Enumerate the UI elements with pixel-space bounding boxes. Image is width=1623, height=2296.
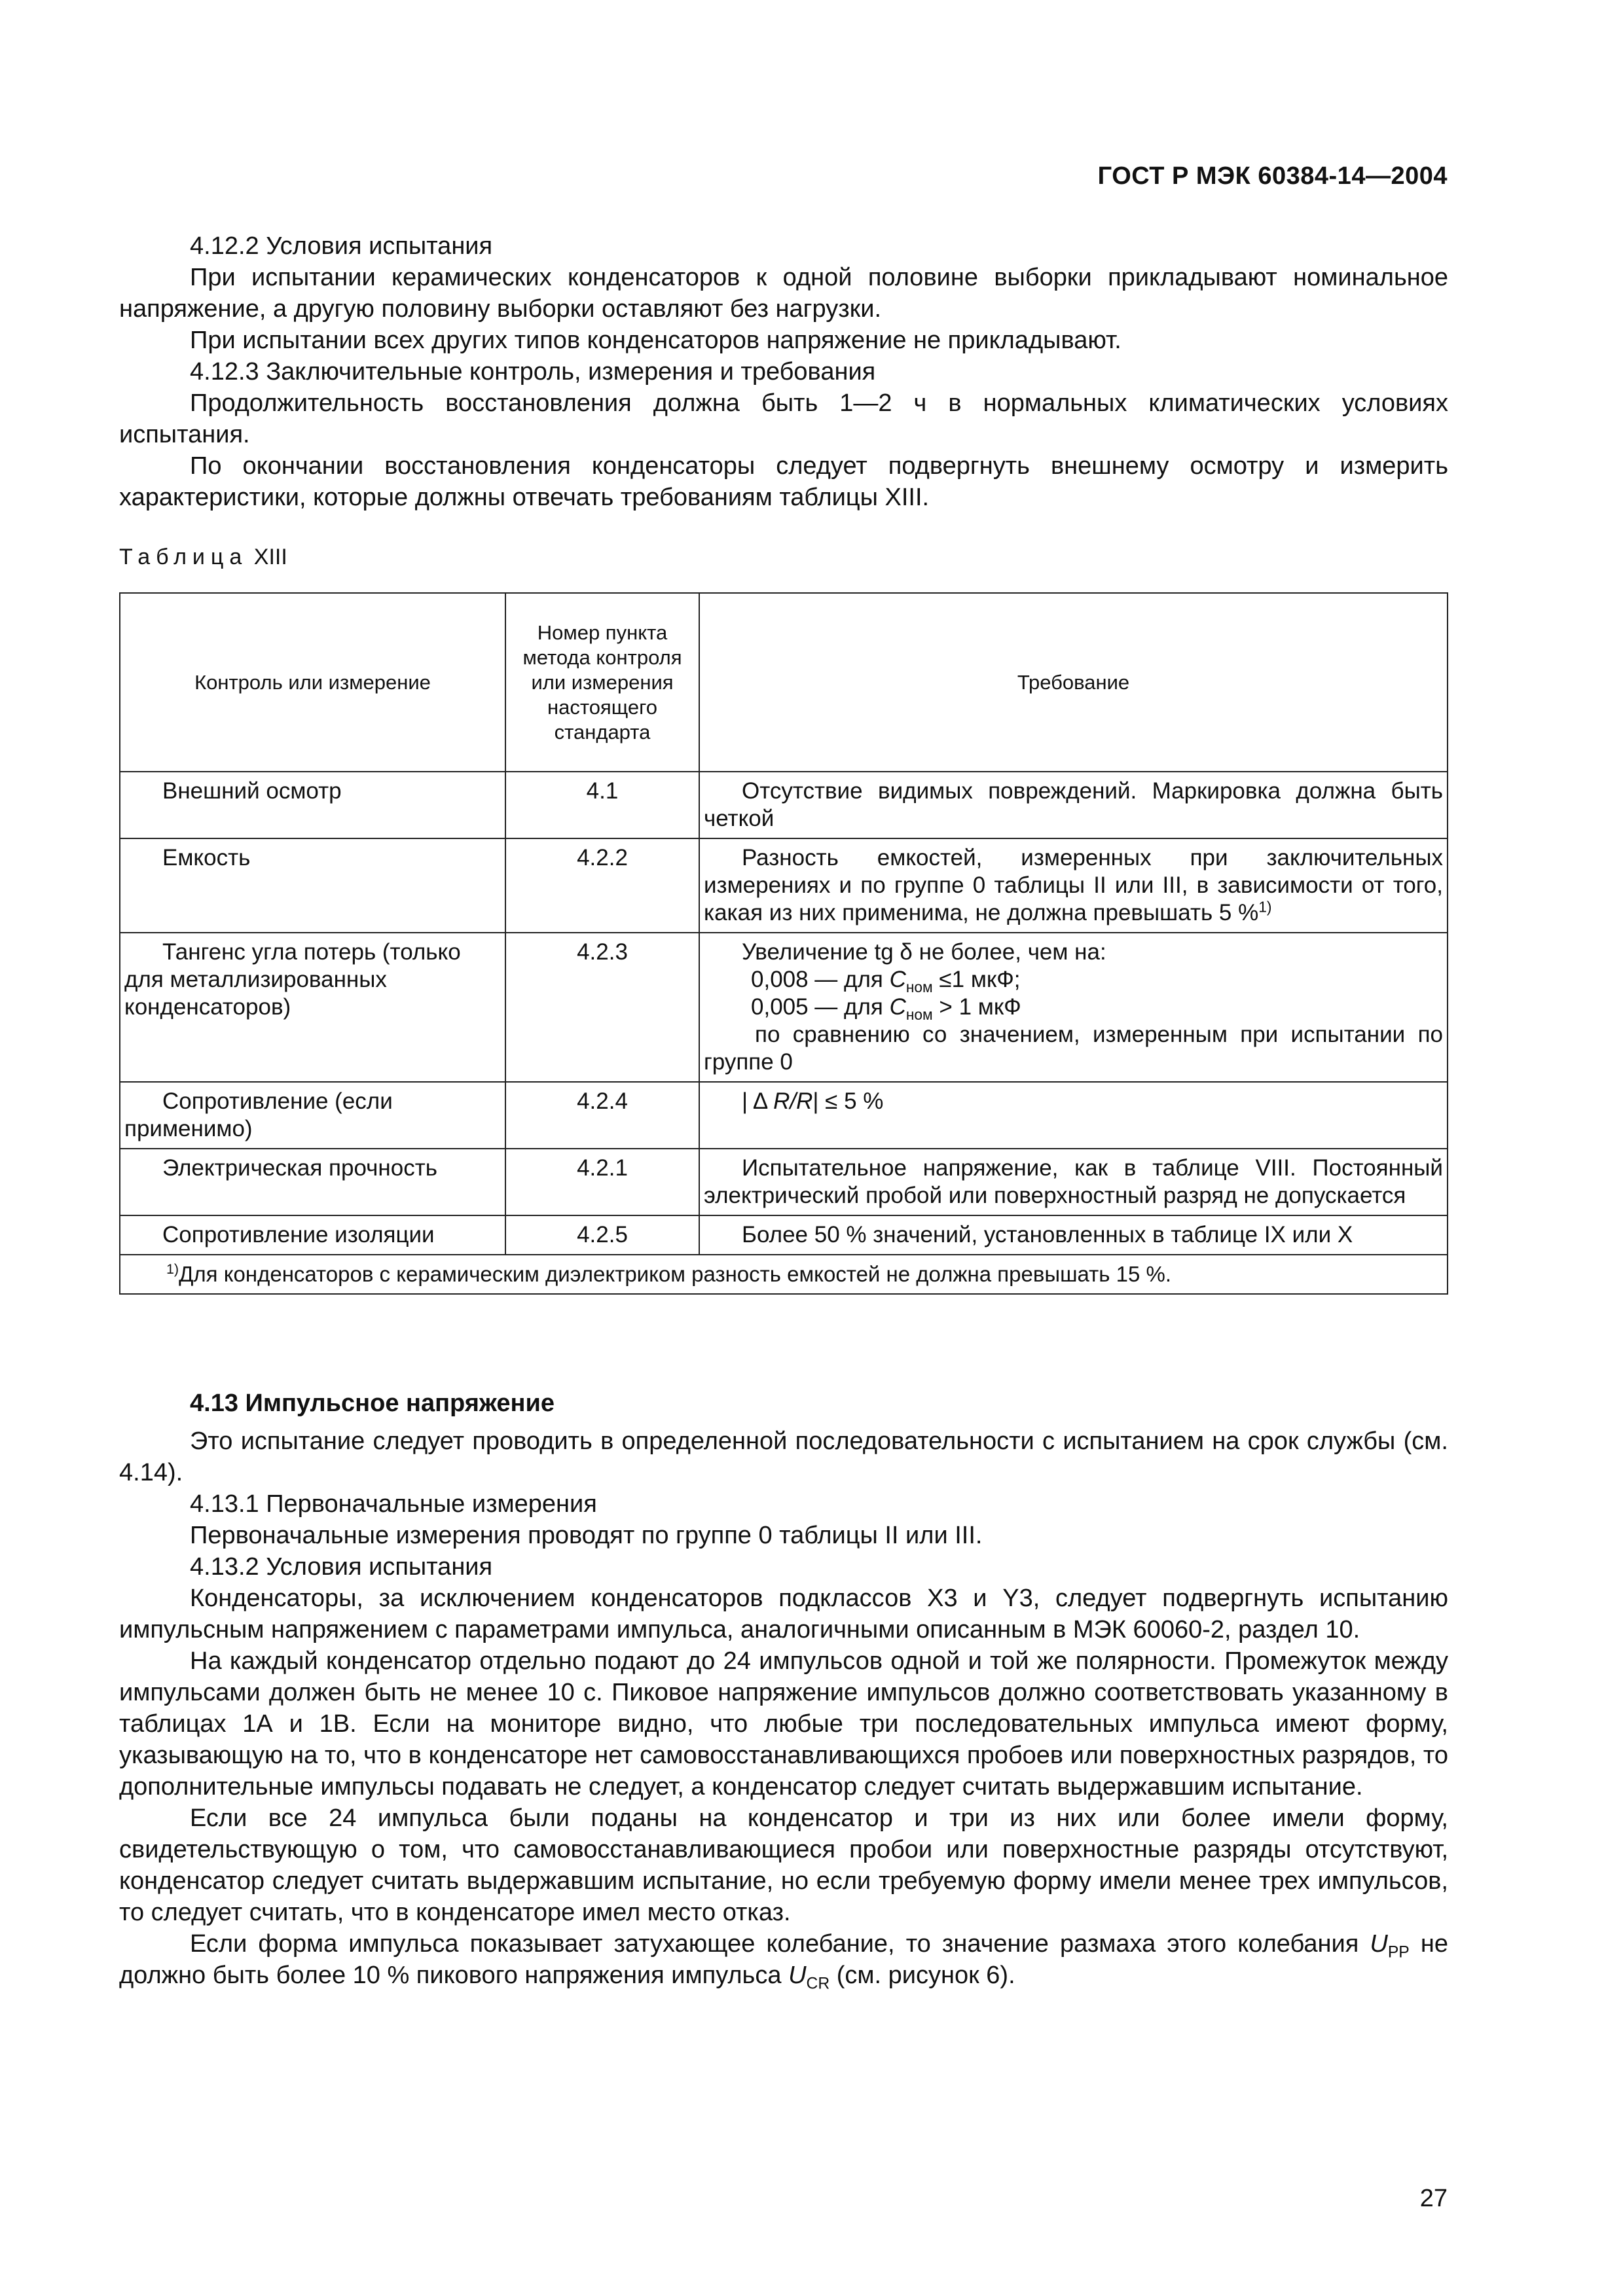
paragraph: Продолжительность восстановления должна быть 1—2 ч в нормальных климатических условиях испытания. <box>119 389 1448 448</box>
page-number: 27 <box>1419 2185 1448 2212</box>
footnote-mark: 1) <box>166 1261 179 1277</box>
table-caption-word: Таблица <box>119 545 248 569</box>
text: > 1 мкФ <box>932 994 1021 1020</box>
section-4-13-block <box>119 1388 1448 1991</box>
table-footnote-row <box>120 1255 1448 1294</box>
paragraph: При испытании всех других типов конденсаторов напряжение не прикладывают. <box>190 327 1122 354</box>
table-cell: 4.2.5 <box>505 1215 699 1255</box>
table-row <box>120 1215 1448 1255</box>
paragraph: Конденсаторы, за исключением конденсаторов подклассов X3 и Y3, следует подвергнуть испытанию импульсным напряжением с параметрами импульса, аналогичными описанным в МЭК 60060-2, раздел 10. <box>119 1585 1448 1643</box>
table-cell: Более 50 % значений, установленных в таблице IX или X <box>742 1222 1353 1247</box>
table-cell <box>704 1088 1443 1115</box>
subsection-4-13-1: 4.13.1 Первоначальные измерения <box>190 1490 597 1518</box>
table-cell: 4.2.3 <box>505 933 699 1082</box>
table-cell: Отсутствие видимых повреждений. Маркировка должна быть четкой <box>704 778 1443 831</box>
requirements-table <box>119 592 1448 1295</box>
paragraph: При испытании керамических конденсаторов к одной половине выборки прикладывают номинальное напряжение, а другую половину выборки оставляют без нагрузки. <box>119 264 1448 323</box>
subsection-4-12-3: 4.12.3 Заключительные контроль, измерения и требования <box>190 358 876 386</box>
subscript: ном <box>905 1006 933 1023</box>
table-cell: 4.2.4 <box>505 1082 699 1149</box>
top-text-block <box>119 230 1448 513</box>
column-header: Требование <box>699 593 1448 772</box>
table-cell: Внешний осмотр <box>162 778 342 804</box>
table-cell: Сопротивление изоляции <box>162 1222 435 1247</box>
table-caption-number: XIII <box>253 545 287 569</box>
table-footnote <box>120 1255 1448 1294</box>
column-header: Контроль или измерение <box>120 593 505 772</box>
table-row <box>120 1082 1448 1149</box>
paragraph: На каждый конденсатор отдельно подают до 24 импульсов одной и той же полярности. Промежуток между импульсами должен быть не менее 10 с. Пиковое напряжение импульсов должно соответствовать указанному в таблицах 1А и 1В. Если на мониторе видно, что любые три последовательных импульса имеют форму, указывающую на то, что в конденсаторе нет самовосстанавливающихся пробоев или поверхностных разрядов, то дополнительные импульсы подавать не следует, а конденсатор следует считать выдержавшим испытание. <box>119 1647 1448 1801</box>
subsection-4-13-2: 4.13.2 Условия испытания <box>190 1553 493 1581</box>
table-cell: Электрическая прочность <box>162 1155 437 1181</box>
symbol: C <box>889 994 906 1020</box>
symbol: U <box>1370 1930 1388 1958</box>
text: | Δ <box>742 1088 774 1114</box>
section-title: 4.13 Импульсное напряжение <box>190 1390 555 1417</box>
subscript: CR <box>806 1975 830 1993</box>
table-cell: 4.1 <box>505 772 699 838</box>
symbol: C <box>889 967 906 992</box>
text: | ≤ 5 % <box>812 1088 884 1114</box>
subscript: PP <box>1387 1943 1410 1962</box>
table-row <box>120 933 1448 1082</box>
table-row <box>120 772 1448 838</box>
table-cell: Испытательное напряжение, как в таблице VIII. Постоянный электрический пробой или поверхностный разряд не допускается <box>704 1155 1443 1208</box>
paragraph: Первоначальные измерения проводят по группе 0 таблицы II или III. <box>190 1522 983 1549</box>
table-cell-line: по сравнению со значением, измеренным при испытании по группе 0 <box>704 1022 1443 1075</box>
symbol: R/R <box>773 1088 813 1114</box>
table-cell-line <box>704 994 1443 1021</box>
symbol: U <box>788 1962 807 1989</box>
table-caption <box>119 545 287 570</box>
paragraph: По окончании восстановления конденсаторы следует подвергнуть внешнему осмотру и измерить характеристики, которые должны отвечать требованиям таблицы XIII. <box>119 452 1448 511</box>
text: 0,005 — для <box>751 994 890 1020</box>
table-cell: Сопротивление (если применимо) <box>124 1088 393 1141</box>
table-cell-line: Увеличение tg δ не более, чем на: <box>742 939 1106 965</box>
table-cell: Емкость <box>162 845 251 870</box>
table-cell-text: Разность емкостей, измеренных при заключительных измерениях и по группе 0 таблицы II или III, в зависимости от того, какая из них применима, не должна превышать 5 % <box>704 845 1443 925</box>
table-cell: Тангенс угла потерь (только для металлизированных конденсаторов) <box>124 939 461 1020</box>
table-cell: 4.2.2 <box>505 838 699 933</box>
text: (см. рисунок 6). <box>830 1962 1015 1989</box>
table-cell: 4.2.1 <box>505 1149 699 1215</box>
footnote-ref: 1) <box>1258 898 1272 916</box>
text: Если форма импульса показывает затухающее колебание, то значение размаха этого колебания <box>190 1930 1370 1958</box>
paragraph: Это испытание следует проводить в определенной последовательности с испытанием на срок службы (см. 4.14). <box>119 1427 1448 1486</box>
table-cell <box>704 844 1443 927</box>
table-row <box>120 838 1448 933</box>
paragraph <box>119 1928 1448 1991</box>
document-header: ГОСТ Р МЭК 60384-14—2004 <box>1097 162 1448 190</box>
table-cell-line <box>704 966 1443 994</box>
column-header: Номер пункта метода контроля или измерения настоящего стандарта <box>505 593 699 772</box>
text: 0,008 — для <box>751 967 890 992</box>
table-row <box>120 1149 1448 1215</box>
table-header-row <box>120 593 1448 772</box>
subscript: ном <box>905 978 933 996</box>
subsection-4-12-2: 4.12.2 Условия испытания <box>190 232 493 260</box>
text: не должно быть более 10 % пикового напряжения импульса <box>119 1930 1448 1989</box>
table-cell <box>699 933 1448 1082</box>
footnote-text: Для конденсаторов с керамическим диэлектриком разность емкостей не должна превышать 15 %. <box>179 1262 1172 1286</box>
text: ≤1 мкФ; <box>932 967 1021 992</box>
paragraph: Если все 24 импульса были поданы на конденсатор и три из них или более имели форму, свидетельствующую о том, что самовосстанавливающиеся пробои или поверхностные разряды отсутствуют, конденсатор следует считать выдержавшим испытание, но если требуемую форму имели менее трех импульсов, то следует считать, что в конденсаторе имел место отказ. <box>119 1804 1448 1926</box>
